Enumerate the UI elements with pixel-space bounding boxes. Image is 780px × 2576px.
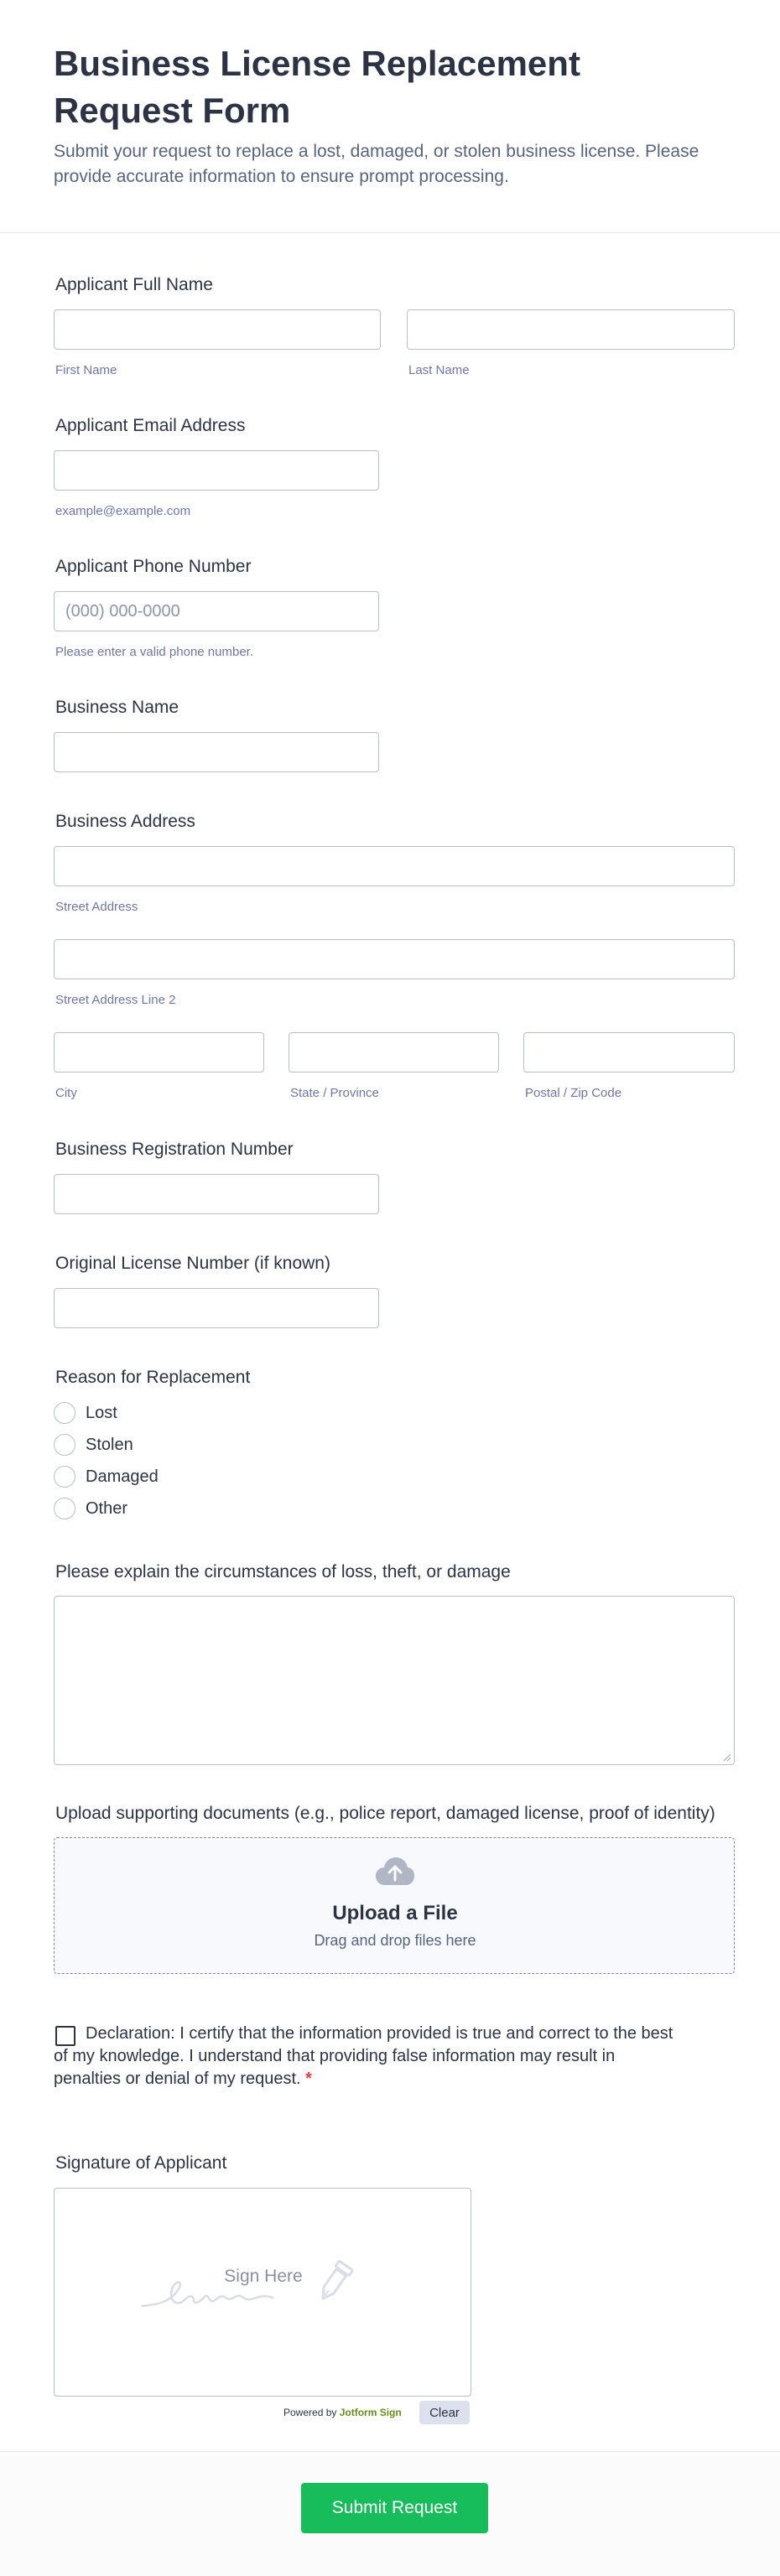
first-name-sublabel: First Name (55, 363, 117, 377)
submit-button[interactable]: Submit Request (301, 2483, 488, 2533)
powered-brand: Jotform Sign (339, 2407, 402, 2418)
last-name-sublabel: Last Name (408, 363, 470, 377)
street-address-line2-sublabel: Street Address Line 2 (55, 993, 176, 1007)
radio-button[interactable] (54, 1498, 75, 1519)
registration-number-input[interactable] (54, 1174, 379, 1214)
full-name-label: Applicant Full Name (55, 275, 213, 294)
business-address-label: Business Address (55, 812, 195, 831)
zip-sublabel: Postal / Zip Code (525, 1086, 622, 1100)
first-name-input[interactable] (54, 309, 381, 350)
radio-button[interactable] (54, 1402, 75, 1424)
license-number-label: Original License Number (if known) (55, 1254, 330, 1273)
phone-label: Applicant Phone Number (55, 557, 252, 576)
radio-label: Lost (86, 1403, 117, 1422)
radio-option-stolen[interactable] (54, 1433, 133, 1457)
phone-input[interactable] (54, 591, 379, 631)
zip-input[interactable] (523, 1032, 735, 1072)
explanation-label: Please explain the circumstances of loss, theft, or damage (55, 1562, 511, 1581)
radio-label: Stolen (86, 1435, 133, 1454)
radio-button[interactable] (54, 1466, 75, 1488)
declaration-label: Declaration: I certify that the information provided is true and correct to the best of my knowledge. I understand that providing false information may result in penalties or denial of my request. (54, 2024, 673, 2088)
radio-option-damaged[interactable] (54, 1465, 159, 1488)
street-address-sublabel: Street Address (55, 900, 138, 914)
license-number-input[interactable] (54, 1288, 379, 1328)
powered-prefix: Powered by (283, 2407, 337, 2418)
declaration-text (54, 2023, 674, 2090)
signature-placeholder: Sign Here (224, 2267, 303, 2286)
required-asterisk: * (305, 2070, 312, 2088)
radio-option-other[interactable] (54, 1497, 127, 1520)
city-input[interactable] (54, 1032, 264, 1072)
form-footer (0, 2451, 780, 2576)
clear-signature-button[interactable]: Clear (419, 2401, 470, 2424)
radio-label: Other (86, 1498, 128, 1518)
signature-scribble-icon (138, 2256, 390, 2323)
form-title: Business License Replacement Request Form (54, 44, 580, 130)
last-name-input[interactable] (407, 309, 735, 350)
explanation-textarea[interactable] (54, 1596, 735, 1765)
business-name-input[interactable] (54, 732, 379, 772)
street-address-line2-input[interactable] (54, 939, 735, 979)
upload-label: Upload supporting documents (e.g., police report, damaged license, proof of identity) (55, 1804, 715, 1823)
reason-label: Reason for Replacement (55, 1368, 251, 1387)
radio-button[interactable] (54, 1434, 75, 1456)
signature-label: Signature of Applicant (55, 2153, 227, 2173)
cloud-upload-icon (375, 1857, 415, 1887)
upload-title: Upload a File (332, 1902, 458, 1924)
business-name-label: Business Name (55, 698, 179, 717)
phone-sublabel: Please enter a valid phone number. (55, 645, 253, 659)
registration-number-label: Business Registration Number (55, 1140, 294, 1159)
form-header (0, 0, 780, 233)
resize-grip-icon[interactable] (723, 1753, 731, 1762)
radio-label: Damaged (86, 1467, 159, 1486)
email-input[interactable] (54, 450, 379, 491)
state-input[interactable] (289, 1032, 499, 1072)
form-subtitle: Submit your request to replace a lost, damaged, or stolen business license. Please provide accurate information to ensure prompt processing. (54, 142, 699, 186)
email-label: Applicant Email Address (55, 416, 246, 435)
signature-pad[interactable] (54, 2188, 471, 2397)
city-sublabel: City (55, 1086, 77, 1100)
email-sublabel: example@example.com (55, 504, 191, 518)
radio-option-lost[interactable] (54, 1401, 117, 1425)
powered-by-text (283, 2407, 402, 2418)
state-sublabel: State / Province (290, 1086, 379, 1100)
street-address-input[interactable] (54, 846, 735, 886)
upload-subtitle: Drag and drop files here (314, 1932, 476, 1949)
file-upload-dropzone[interactable] (54, 1837, 735, 1974)
